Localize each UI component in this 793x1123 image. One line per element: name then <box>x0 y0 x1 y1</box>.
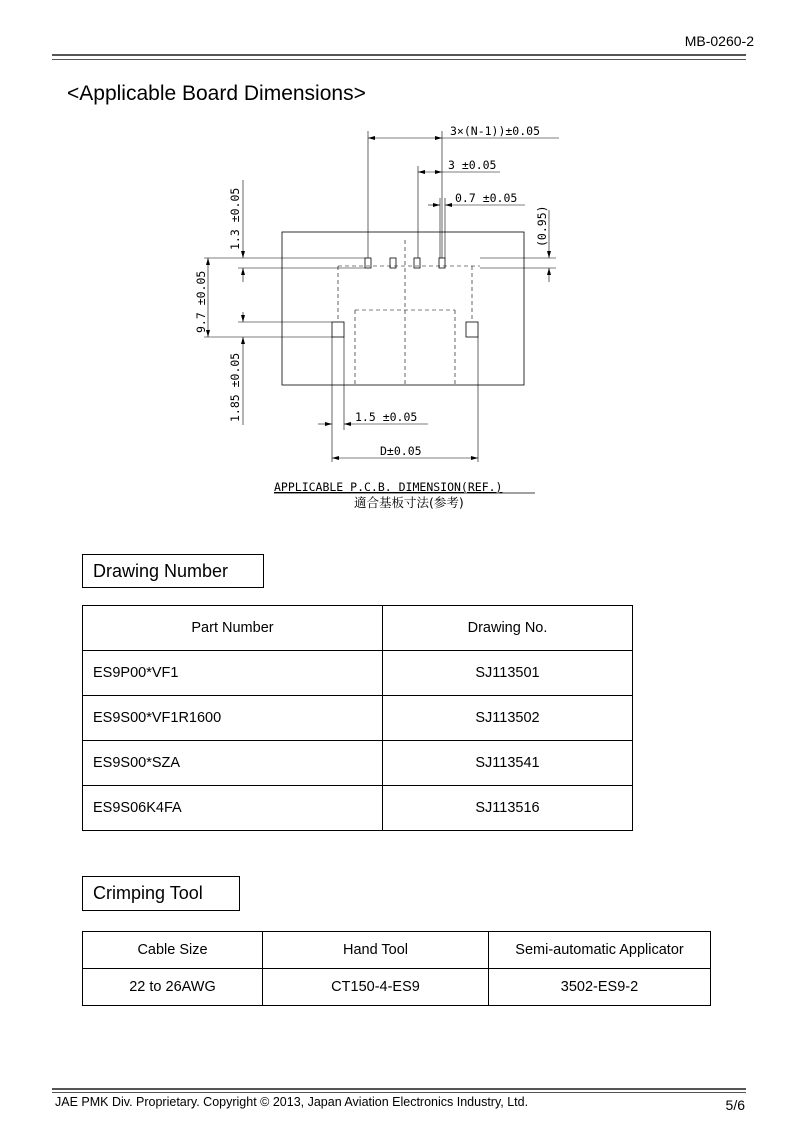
anchor-pad-right <box>466 322 478 337</box>
table-row <box>83 696 633 741</box>
part-number-cell: ES9S00*SZA <box>83 741 383 786</box>
column-header-drawing-no: Drawing No. <box>383 606 633 651</box>
table-row <box>83 969 711 1006</box>
pad-2 <box>390 258 396 268</box>
drawing-no-cell: SJ113516 <box>383 786 633 831</box>
drawing-caption-jp: 適合基板寸法(参考) <box>354 495 464 510</box>
dim-185: 1.85 ±0.05 <box>228 352 242 422</box>
cable-size-cell: 22 to 26AWG <box>83 969 263 1006</box>
dim-pitch-total: 3×(N-1))±0.05 <box>450 124 541 138</box>
board-outline <box>282 232 524 385</box>
part-number-cell: ES9P00*VF1 <box>83 651 383 696</box>
table-row <box>83 651 633 696</box>
dim-15: 1.5 ±0.05 <box>355 410 418 424</box>
part-number-cell: ES9S06K4FA <box>83 786 383 831</box>
applicator-cell: 3502-ES9-2 <box>489 969 711 1006</box>
drawing-number-heading: Drawing Number <box>82 554 264 588</box>
crimping-tool-table <box>82 931 711 1006</box>
drawing-no-cell: SJ113501 <box>383 651 633 696</box>
dim-pitch: 3 ±0.05 <box>448 158 497 172</box>
pcb-dimension-drawing <box>0 0 793 540</box>
dim-97: 9.7 ±0.05 <box>194 270 208 333</box>
copyright-notice: JAE PMK Div. Proprietary. Copyright © 2013, Japan Aviation Electronics Industry, Ltd. <box>55 1095 529 1109</box>
table-header-row <box>83 606 633 651</box>
footer-rule <box>52 1088 746 1093</box>
dim-pad-width: 0.7 ±0.05 <box>455 191 518 205</box>
column-header-part-number: Part Number <box>83 606 383 651</box>
pad-4 <box>439 258 445 268</box>
pad-1 <box>365 258 371 268</box>
pad-3 <box>414 258 420 268</box>
drawing-caption-en: APPLICABLE P.C.B. DIMENSION(REF.) <box>274 480 503 494</box>
drawing-no-cell: SJ113541 <box>383 741 633 786</box>
column-header-applicator: Semi-automatic Applicator <box>489 932 711 969</box>
drawing-no-cell: SJ113502 <box>383 696 633 741</box>
column-header-cable-size: Cable Size <box>83 932 263 969</box>
column-header-hand-tool: Hand Tool <box>263 932 489 969</box>
page-number: 5/6 <box>725 1097 745 1113</box>
dim-13: 1.3 ±0.05 <box>228 187 242 250</box>
table-row <box>83 786 633 831</box>
document-id: MB-0260-2 <box>684 33 754 49</box>
table-row <box>83 741 633 786</box>
part-number-cell: ES9S00*VF1R1600 <box>83 696 383 741</box>
crimping-tool-heading: Crimping Tool <box>82 876 240 911</box>
dim-d: D±0.05 <box>380 444 422 458</box>
anchor-pad-left <box>332 322 344 337</box>
drawing-number-table <box>82 605 633 831</box>
table-header-row <box>83 932 711 969</box>
dim-ref-095: (0.95) <box>535 205 549 247</box>
page-title: <Applicable Board Dimensions> <box>67 82 366 105</box>
hand-tool-cell: CT150-4-ES9 <box>263 969 489 1006</box>
